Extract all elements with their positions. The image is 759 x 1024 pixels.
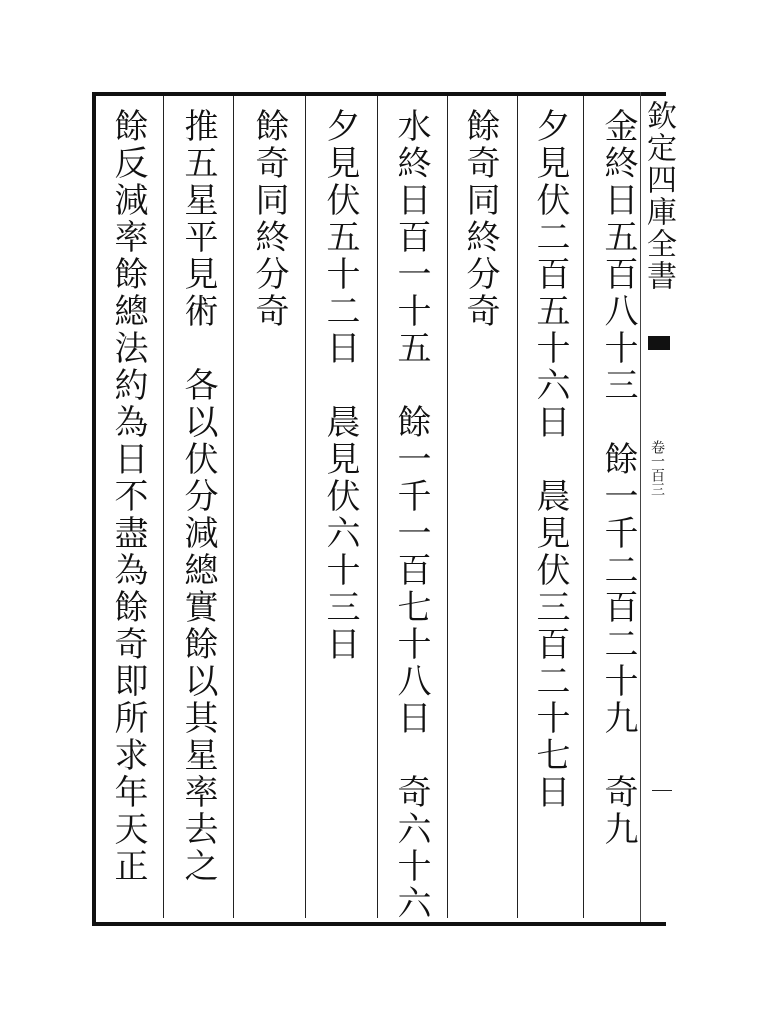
juan-label: 卷一百三: [649, 440, 665, 496]
text-column-8: 餘反減率餘總法約為日不盡為餘奇即所求年天正: [108, 108, 148, 885]
text-column-5: 夕見伏五十二日 晨見伏六十三日: [320, 108, 360, 663]
text-column-2: 夕見伏二百五十六日 晨見伏三百二十七日: [530, 108, 570, 811]
column-rule: [447, 96, 448, 918]
text-column-3: 餘奇同終分奇: [460, 108, 500, 330]
column-rule: [233, 96, 234, 918]
fishtail-mark: [648, 336, 670, 350]
book-title: 欽定四庫全書: [641, 100, 676, 292]
column-rule: [163, 96, 164, 918]
margin-rule: [652, 790, 672, 791]
column-rule: [517, 96, 518, 918]
text-column-6: 餘奇同終分奇: [249, 108, 289, 330]
column-rule: [377, 96, 378, 918]
text-column-1: 金終日五百八十三 餘一千二百二十九 奇九: [598, 108, 638, 848]
text-column-4: 水終日百一十五 餘一千一百七十八日 奇六十六: [391, 108, 431, 922]
column-rule: [305, 96, 306, 918]
text-column-7: 推五星平見術 各以伏分減總實餘以其星率去之: [178, 108, 218, 885]
column-rule: [583, 96, 584, 918]
